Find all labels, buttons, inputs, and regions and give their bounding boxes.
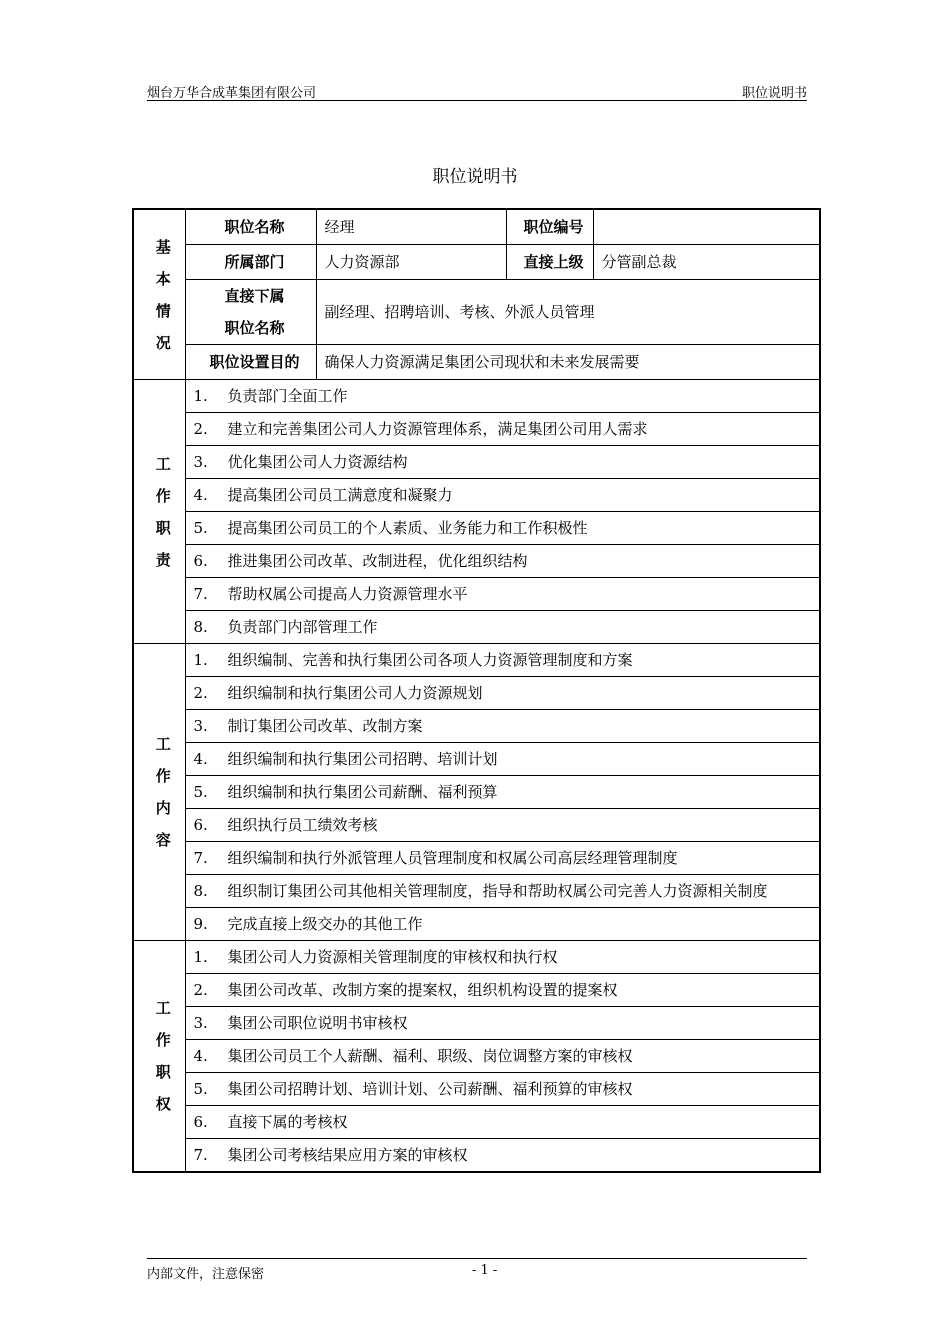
content-item-text: 组织编制和执行集团公司薪酬、福利预算	[227, 783, 498, 801]
content-row	[133, 644, 820, 677]
content-item	[185, 677, 820, 710]
duty-item	[185, 413, 820, 446]
duty-item-text: 负责部门全面工作	[227, 387, 348, 405]
content-item	[185, 842, 820, 875]
content-item-number: 4.	[193, 750, 208, 768]
content-item-text: 完成直接上级交办的其他工作	[227, 915, 423, 933]
content-item-number: 6.	[193, 816, 208, 834]
duty-item-number: 6.	[193, 552, 208, 570]
authority-item	[185, 1007, 820, 1040]
duty-item	[185, 446, 820, 479]
content-item	[185, 776, 820, 809]
position-no-value	[593, 209, 820, 245]
content-item	[185, 644, 820, 677]
authority-item-text: 集团公司改革、改制方案的提案权，组织机构设置的提案权	[227, 981, 618, 999]
authority-row	[133, 1139, 820, 1173]
content-item-text: 组织制订集团公司其他相关管理制度，指导和帮助权属公司完善人力资源相关制度	[227, 882, 768, 900]
content-row	[133, 908, 820, 941]
duty-item-number: 2.	[193, 420, 208, 438]
content-item-number: 7.	[193, 849, 208, 867]
duty-item	[185, 380, 820, 413]
duty-item-number: 4.	[193, 486, 208, 504]
authority-item-text: 集团公司员工个人薪酬、福利、职级、岗位调整方案的审核权	[227, 1047, 633, 1065]
content-category-label: 工作内容	[155, 735, 171, 849]
content-item-text: 组织编制、完善和执行集团公司各项人力资源管理制度和方案	[227, 651, 633, 669]
authority-item-number: 2.	[193, 981, 208, 999]
authority-category	[133, 941, 185, 1173]
duty-item	[185, 578, 820, 611]
content-item-number: 5.	[193, 783, 208, 801]
content-item-number: 8.	[193, 882, 208, 900]
authority-item	[185, 1139, 820, 1173]
authority-row	[133, 1040, 820, 1073]
authority-item	[185, 1040, 820, 1073]
department-label: 所属部门	[185, 245, 316, 280]
duty-row	[133, 479, 820, 512]
content-row	[133, 842, 820, 875]
authority-item-number: 5.	[193, 1080, 208, 1098]
duty-item-text: 帮助权属公司提高人力资源管理水平	[227, 585, 468, 603]
authority-item-text: 直接下属的考核权	[227, 1113, 348, 1131]
duty-item-number: 5.	[193, 519, 208, 537]
authority-item-text: 集团公司考核结果应用方案的审核权	[227, 1146, 468, 1164]
content-item-text: 组织执行员工绩效考核	[227, 816, 378, 834]
authority-row	[133, 974, 820, 1007]
content-row	[133, 776, 820, 809]
basic-category	[133, 209, 185, 380]
content-item	[185, 875, 820, 908]
duty-row	[133, 545, 820, 578]
authority-item	[185, 974, 820, 1007]
authority-item-text: 集团公司招聘计划、培训计划、公司薪酬、福利预算的审核权	[227, 1080, 633, 1098]
duty-item-number: 3.	[193, 453, 208, 471]
authority-item	[185, 1106, 820, 1139]
authority-row	[133, 1073, 820, 1106]
duty-item-number: 7.	[193, 585, 208, 603]
page-header	[147, 80, 807, 101]
job-description-table	[132, 208, 821, 1173]
duty-category	[133, 380, 185, 644]
authority-item-number: 4.	[193, 1047, 208, 1065]
position-no-label: 职位编号	[506, 209, 593, 245]
position-name-value: 经理	[316, 209, 506, 245]
authority-category-label: 工作职权	[155, 999, 171, 1113]
content-item-number: 1.	[193, 651, 208, 669]
content-item-text: 组织编制和执行集团公司招聘、培训计划	[227, 750, 498, 768]
content-item	[185, 908, 820, 941]
footer-note: 内部文件，注意保密	[147, 1267, 265, 1282]
authority-item-number: 7.	[193, 1146, 208, 1164]
superior-label: 直接上级	[506, 245, 593, 280]
content-row	[133, 875, 820, 908]
authority-item-number: 1.	[193, 948, 208, 966]
duty-item	[185, 479, 820, 512]
duty-row	[133, 413, 820, 446]
authority-row	[133, 1106, 820, 1139]
duty-row	[133, 446, 820, 479]
authority-item-number: 6.	[193, 1113, 208, 1131]
superior-value: 分管副总裁	[593, 245, 820, 280]
duty-item-number: 8.	[193, 618, 208, 636]
page-title: 职位说明书	[432, 167, 518, 187]
authority-row	[133, 1007, 820, 1040]
content-category	[133, 644, 185, 941]
duty-row	[133, 512, 820, 545]
content-item-text: 组织编制和执行外派管理人员管理制度和权属公司高层经理管理制度	[227, 849, 678, 867]
content-item	[185, 743, 820, 776]
authority-item	[185, 1073, 820, 1106]
content-item-text: 制订集团公司改革、改制方案	[227, 717, 423, 735]
content-row	[133, 677, 820, 710]
duty-item-text: 提高集团公司员工满意度和凝聚力	[227, 486, 453, 504]
duty-item-text: 推进集团公司改革、改制进程，优化组织结构	[227, 552, 528, 570]
content-item-number: 3.	[193, 717, 208, 735]
authority-row	[133, 941, 820, 974]
duty-item-text: 提高集团公司员工的个人素质、业务能力和工作积极性	[227, 519, 588, 537]
subordinates-label	[185, 280, 316, 345]
duty-category-label: 工作职责	[155, 454, 171, 569]
duty-item-text: 优化集团公司人力资源结构	[227, 453, 408, 471]
content-item-number: 9.	[193, 915, 208, 933]
purpose-value: 确保人力资源满足集团公司现状和未来发展需要	[316, 345, 820, 380]
duty-row	[133, 611, 820, 644]
authority-item-number: 3.	[193, 1014, 208, 1032]
duty-item-number: 1.	[193, 387, 208, 405]
content-row	[133, 809, 820, 842]
duty-item	[185, 512, 820, 545]
page-number: - 1 -	[472, 1263, 498, 1278]
duty-row	[133, 578, 820, 611]
purpose-label: 职位设置目的	[185, 345, 316, 380]
page-footer	[147, 1258, 807, 1282]
subordinates-value: 副经理、招聘培训、考核、外派人员管理	[316, 280, 820, 345]
duty-item-text: 负责部门内部管理工作	[227, 618, 378, 636]
duty-row	[133, 380, 820, 413]
content-row	[133, 710, 820, 743]
authority-item-text: 集团公司职位说明书审核权	[227, 1014, 408, 1032]
content-row	[133, 743, 820, 776]
content-item-text: 组织编制和执行集团公司人力资源规划	[227, 684, 483, 702]
position-name-label: 职位名称	[185, 209, 316, 245]
authority-item-text: 集团公司人力资源相关管理制度的审核权和执行权	[227, 948, 558, 966]
doc-type: 职位说明书	[741, 86, 807, 101]
content-item	[185, 809, 820, 842]
content-item-number: 2.	[193, 684, 208, 702]
content-item	[185, 710, 820, 743]
basic-category-label: 基本情况	[155, 237, 171, 352]
subordinates-label-line2: 职位名称	[224, 319, 285, 337]
authority-item	[185, 941, 820, 974]
duty-item	[185, 611, 820, 644]
subordinates-label-line1: 直接下属	[224, 287, 285, 305]
duty-item-text: 建立和完善集团公司人力资源管理体系，满足集团公司用人需求	[227, 420, 648, 438]
department-value: 人力资源部	[316, 245, 506, 280]
company-name: 烟台万华合成革集团有限公司	[147, 86, 317, 101]
duty-item	[185, 545, 820, 578]
